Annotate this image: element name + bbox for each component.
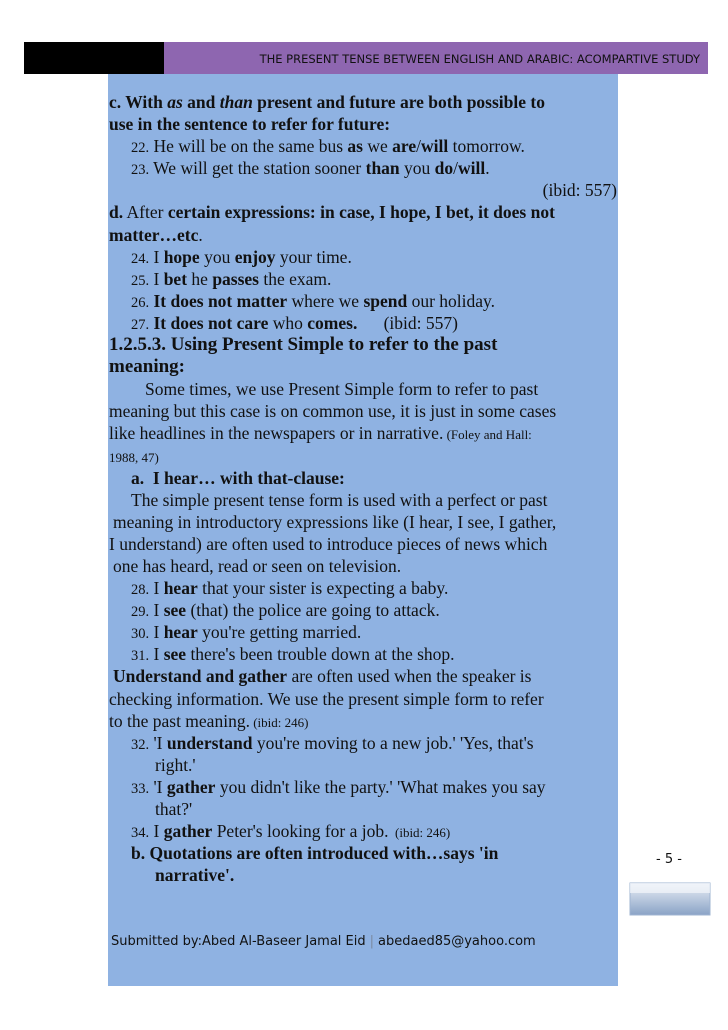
paragraph-line: one has heard, read or seen on television. <box>113 555 402 576</box>
paragraph-line: Understand and gather are often used when the speaker is <box>113 666 532 687</box>
page-number: - 5 - <box>656 852 682 867</box>
header-black-block <box>24 42 164 74</box>
example-30: 30. I hear you're getting married. <box>131 622 362 643</box>
footer-email: abedaed85@yahoo.com <box>378 934 536 949</box>
paragraph-line: I understand) are often used to introduce pieces of news which <box>109 533 548 554</box>
example-33: 33. 'I gather you didn't like the party.' 'What makes you say <box>131 776 546 797</box>
body-line: use in the sentence to refer for future: <box>109 114 391 135</box>
body-line: c. With as and than present and future are both possible to <box>109 92 545 112</box>
section-heading: meaning: <box>109 356 185 378</box>
example-33-cont: that?' <box>155 799 193 819</box>
example-34: 34. I gather Peter's looking for a job. (ibid: 246) <box>131 821 451 842</box>
example-26: 26. It does not matter where we spend our holiday. <box>131 290 496 311</box>
body-line: matter…etc. <box>109 224 203 245</box>
example-28: 28. I hear that your sister is expecting a baby. <box>131 578 449 599</box>
subheading-cont: narrative'. <box>155 865 235 886</box>
footer <box>111 934 536 949</box>
example-29: 29. I see (that) the police are going to attack. <box>131 600 440 621</box>
footer-separator: | <box>369 934 375 949</box>
header-title: THE PRESENT TENSE BETWEEN ENGLISH AND ARABIC: ACOMPARTIVE STUDY <box>259 52 700 66</box>
example-22: 22. He will be on the same bus as we are/will tomorrow. <box>131 136 525 157</box>
paragraph-line: checking information. We use the present simple form to refer <box>109 688 544 709</box>
example-25: 25. I bet he passes the exam. <box>131 268 332 289</box>
citation: (ibid: 557) <box>542 180 617 201</box>
subheading: b. Quotations are often introduced with…says 'in <box>131 843 499 864</box>
paragraph-line: The simple present tense form is used with a perfect or past <box>131 489 548 510</box>
page-corner-decoration <box>628 879 712 919</box>
section-heading: 1.2.5.3. Using Present Simple to refer to the past <box>109 334 498 356</box>
body-line: d. After certain expressions: in case, I hope, I bet, it does not <box>109 202 555 223</box>
example-32: 32. 'I understand you're moving to a new job.' 'Yes, that's <box>131 732 534 753</box>
paragraph-line: meaning but this case is on common use, it is just in some cases <box>109 401 557 422</box>
paragraph-line: Some times, we use Present Simple form to refer to past <box>145 379 539 400</box>
paragraph-line: meaning in introductory expressions like (I hear, I see, I gather, <box>113 511 557 532</box>
example-27: 27. It does not care who comes. (ibid: 557) <box>131 312 458 333</box>
example-24: 24. I hope you enjoy your time. <box>131 246 352 267</box>
footer-author: Submitted by:Abed Al-Baseer Jamal Eid <box>111 934 366 949</box>
example-31: 31. I see there's been trouble down at the shop. <box>131 644 455 665</box>
paragraph-line: like headlines in the newspapers or in narrative. (Foley and Hall: <box>109 423 532 444</box>
example-32-cont: right.' <box>155 754 196 775</box>
document-body <box>109 91 639 886</box>
example-23: 23. We will get the station sooner than you do/will. <box>131 158 490 179</box>
paragraph-line: 1988, 47) <box>109 449 159 465</box>
paragraph-line: to the past meaning. (ibid: 246) <box>109 710 309 731</box>
subheading: a. I hear… with that-clause: <box>131 467 345 488</box>
